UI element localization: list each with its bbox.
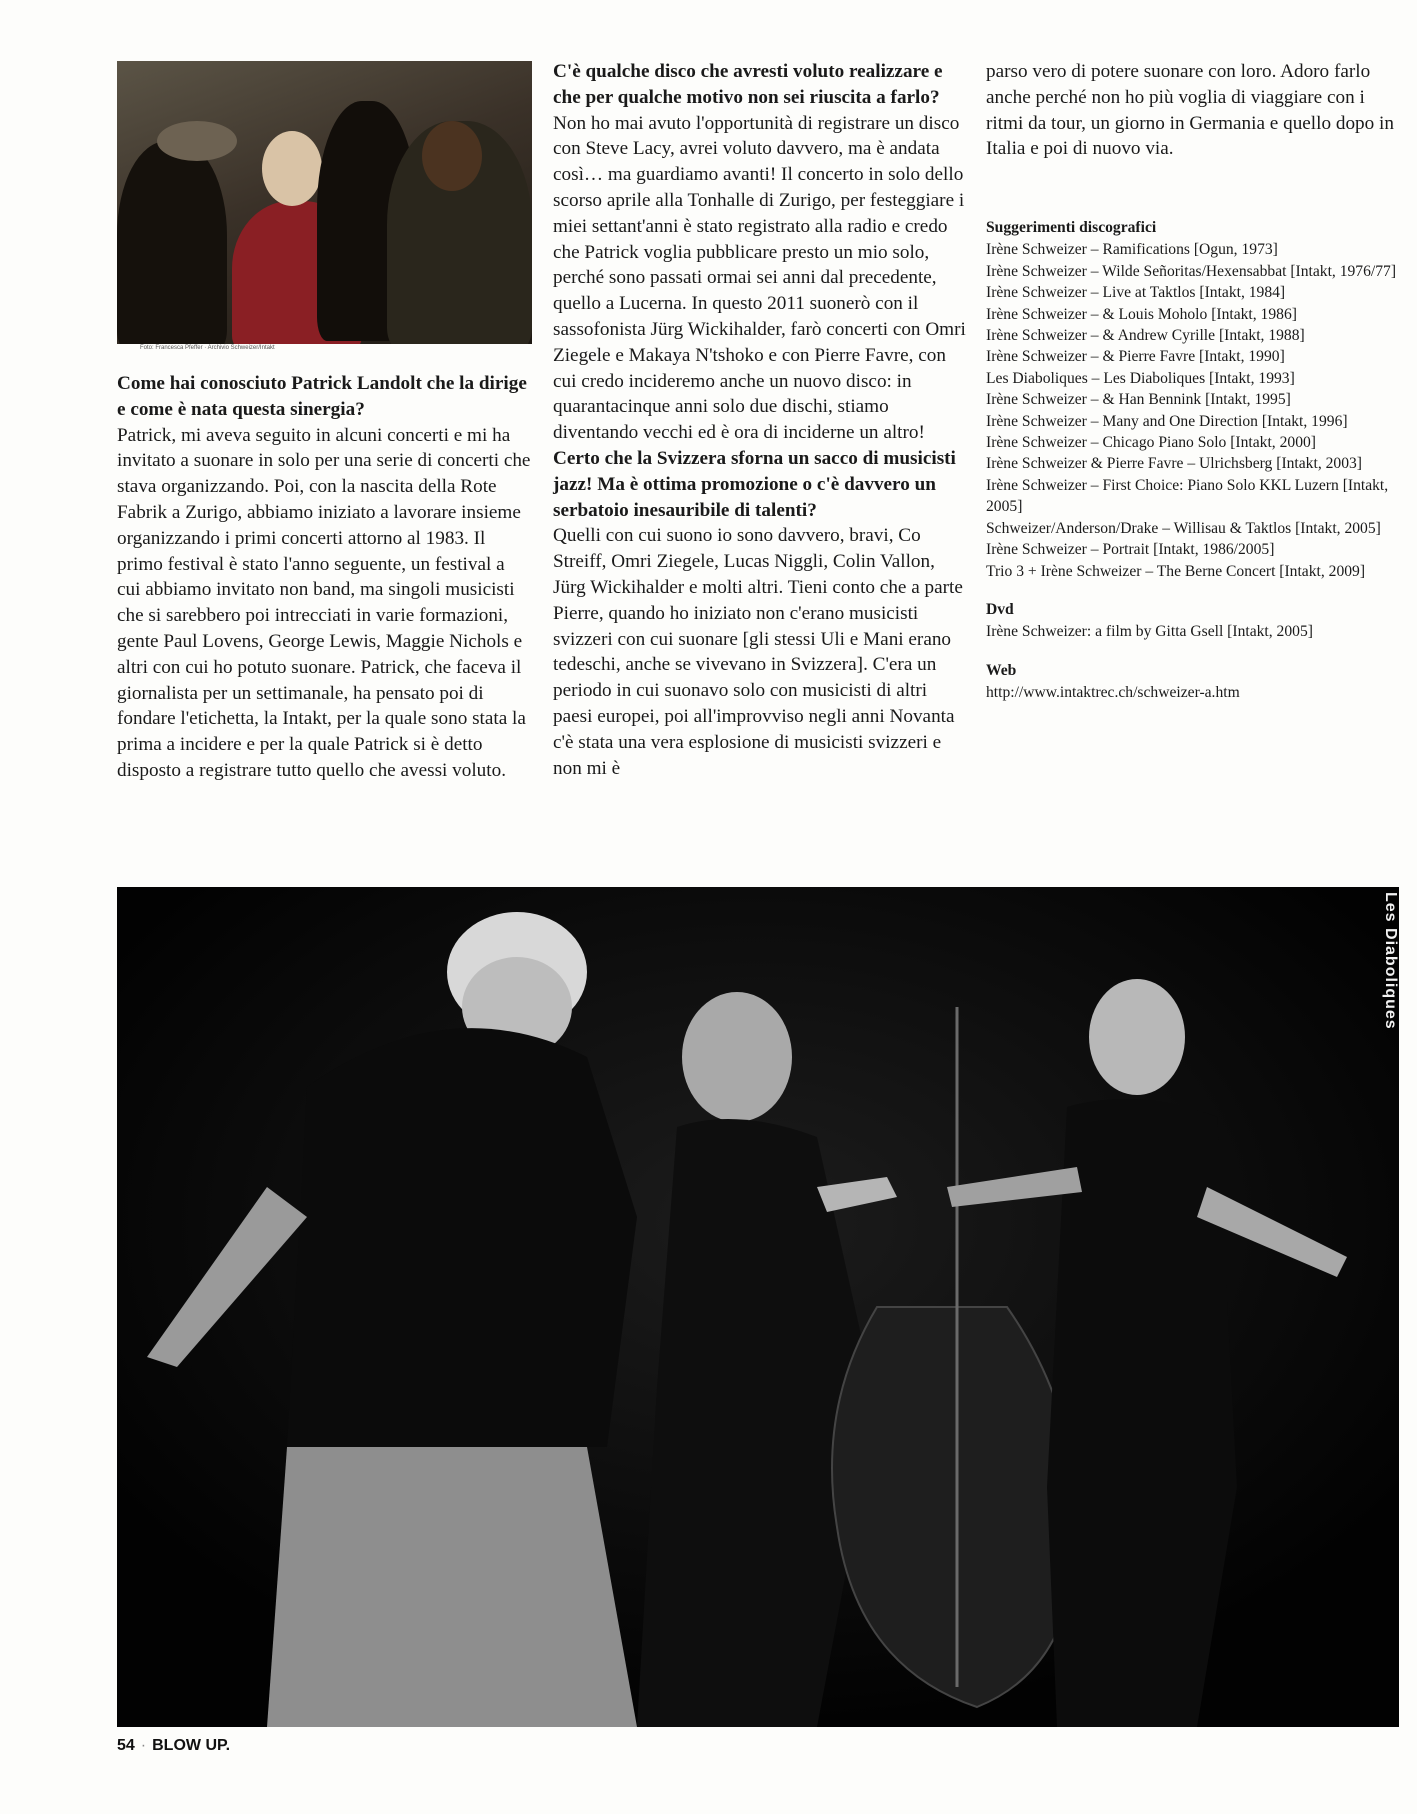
- photo-credit: Foto: Francesca Pfeffer · Archivio Schweizer/Intakt: [140, 345, 275, 351]
- web-heading: Web: [986, 661, 1017, 679]
- column-1: [117, 371, 532, 784]
- question-3: Certo che la Svizzera sforna un sacco di musicisti jazz! Ma è ottima promozione o c'è davvero un serbatoio inesauribile di talenti?: [553, 447, 956, 521]
- column-2: [553, 59, 967, 781]
- disc-item: Irène Schweizer – Chicago Piano Solo [Intakt, 2000]: [986, 434, 1316, 452]
- photo-figure-1: [117, 141, 227, 344]
- disc-item: Irène Schweizer – & Louis Moholo [Intakt, 1986]: [986, 305, 1297, 323]
- group-photo: [117, 61, 532, 344]
- disc-item: Irène Schweizer – Wilde Señoritas/Hexensabbat [Intakt, 1976/77]: [986, 262, 1397, 280]
- page-footer: [117, 1737, 230, 1755]
- page-number: 54: [117, 1737, 135, 1754]
- disc-item: Irène Schweizer – Many and One Direction [Intakt, 1996]: [986, 412, 1348, 430]
- answer-3-continued: parso vero di potere suonare con loro. Adoro farlo anche perché non ho più voglia di viaggiare con i ritmi da tour, un giorno in Germania e quello dopo in Italia e poi di nuovo via.: [986, 61, 1394, 160]
- dvd-heading: Dvd: [986, 600, 1014, 618]
- performer-2-face: [682, 992, 792, 1122]
- photo-figure-1-cap: [157, 121, 237, 161]
- photo-caption-vertical: [1377, 892, 1407, 1032]
- discography: [986, 217, 1402, 704]
- disc-item: Irène Schweizer & Pierre Favre – Ulrichsberg [Intakt, 2003]: [986, 455, 1362, 473]
- photo-caption-text: Les Diaboliques: [1382, 892, 1399, 1030]
- answer-2: Non ho mai avuto l'opportunità di registrare un disco con Steve Lacy, avrei voluto davvero, ma è andata così… ma guardiamo avanti! Il concerto in solo dello scorso aprile alla Tonhalle di Zurigo, per festeggiare i miei settant'anni è stato registrato alla radio e credo che Patrick voglia pubblicare presto un mio solo, perché sono passati ormai sei anni dal precedente, quello a Lucerna. In questo 2011 suonerò con il sassofonista Jürg Wickihalder, farò concerti con Omri Ziegele e Makaya N'tshoko e con Pierre Favre, con cui credo incideremo anche un nuovo disco: in quarantacinque anni solo due dischi, stiamo diventando vecchi ed è ora di inciderne un altro!: [553, 112, 966, 444]
- answer-1: Patrick, mi aveva seguito in alcuni concerti e mi ha invitato a suonare in solo per una serie di concerti che stava organizzando. Poi, con la nascita della Rote Fabrik a Zurigo, abbiamo iniziato a lavorare insieme organizzando i primi concerti attorno al 1983. Il primo festival è stato l'anno seguente, un festival a cui abbiamo invitato non band, ma singoli musicisti che si sarebbero poi intrecciati in varie formazioni, gente Paul Lovens, George Lewis, Maggie Nichols e altri con cui ho potuto suonare. Patrick, che faceva il giornalista per un settimanale, ha pensato poi di fondare l'etichetta, la Intakt, per la quale sono stata la prima a incidere e per la quale Patrick si è detto disposto a registrare tutto quello che avessi voluto.: [117, 424, 531, 781]
- web-link[interactable]: http://www.intaktrec.ch/schweizer-a.htm: [986, 684, 1240, 702]
- disc-item: Irène Schweizer – Portrait [Intakt, 1986/2005]: [986, 541, 1275, 559]
- performer-1-trousers: [267, 1447, 637, 1727]
- performer-1-shirt: [287, 1028, 637, 1447]
- question-1: Come hai conosciuto Patrick Landolt che la dirige e come è nata questa sinergia?: [117, 373, 527, 420]
- photo-figure-4-head: [422, 121, 482, 191]
- discography-heading: Suggerimenti discografici: [986, 219, 1157, 236]
- column-3: [986, 59, 1402, 162]
- disc-item: Irène Schweizer – & Han Bennink [Intakt, 1995]: [986, 391, 1291, 409]
- disc-item: Trio 3 + Irène Schweizer – The Berne Concert [Intakt, 2009]: [986, 562, 1366, 580]
- disc-item: Irène Schweizer – Ramifications [Ogun, 1973]: [986, 241, 1278, 259]
- photo-figure-2-head: [262, 131, 322, 206]
- main-photo-scene: [117, 887, 1399, 1727]
- disc-item: Irène Schweizer – First Choice: Piano Solo KKL Luzern [Intakt, 2005]: [986, 476, 1389, 516]
- disc-item: Les Diaboliques – Les Diaboliques [Intakt, 1993]: [986, 369, 1295, 387]
- answer-3: Quelli con cui suono io sono davvero, bravi, Co Streiff, Omri Ziegele, Lucas Niggli, Colin Vallon, Jürg Wickihalder e molti altri. Tieni conto che a parte Pierre, quando ho iniziato non c'erano musicisti svizzeri con cui suonare [gli stessi Uli e Mani erano tedeschi, anche se vivevano in Svizzera]. C'era un periodo in cui suonavo solo con musicisti di altri paesi europei, poi all'improvviso negli anni Novanta c'è stata una vera esplosione di musicisti svizzeri e non mi è: [553, 525, 963, 779]
- dvd-item: Irène Schweizer: a film by Gitta Gsell [Intakt, 2005]: [986, 623, 1313, 641]
- disc-item: Schweizer/Anderson/Drake – Willisau & Taktlos [Intakt, 2005]: [986, 519, 1381, 537]
- magazine-name: BLOW UP.: [152, 1737, 231, 1754]
- disc-item: Irène Schweizer – & Pierre Favre [Intakt, 1990]: [986, 348, 1285, 366]
- performer-3-face: [1089, 979, 1185, 1095]
- main-photo: [117, 887, 1399, 1727]
- disc-item: Irène Schweizer – Live at Taktlos [Intakt, 1984]: [986, 284, 1286, 302]
- disc-item: Irène Schweizer – & Andrew Cyrille [Intakt, 1988]: [986, 327, 1305, 345]
- footer-separator: ·: [140, 1737, 147, 1754]
- question-2: C'è qualche disco che avresti voluto realizzare e che per qualche motivo non sei riuscita a farlo?: [553, 61, 943, 108]
